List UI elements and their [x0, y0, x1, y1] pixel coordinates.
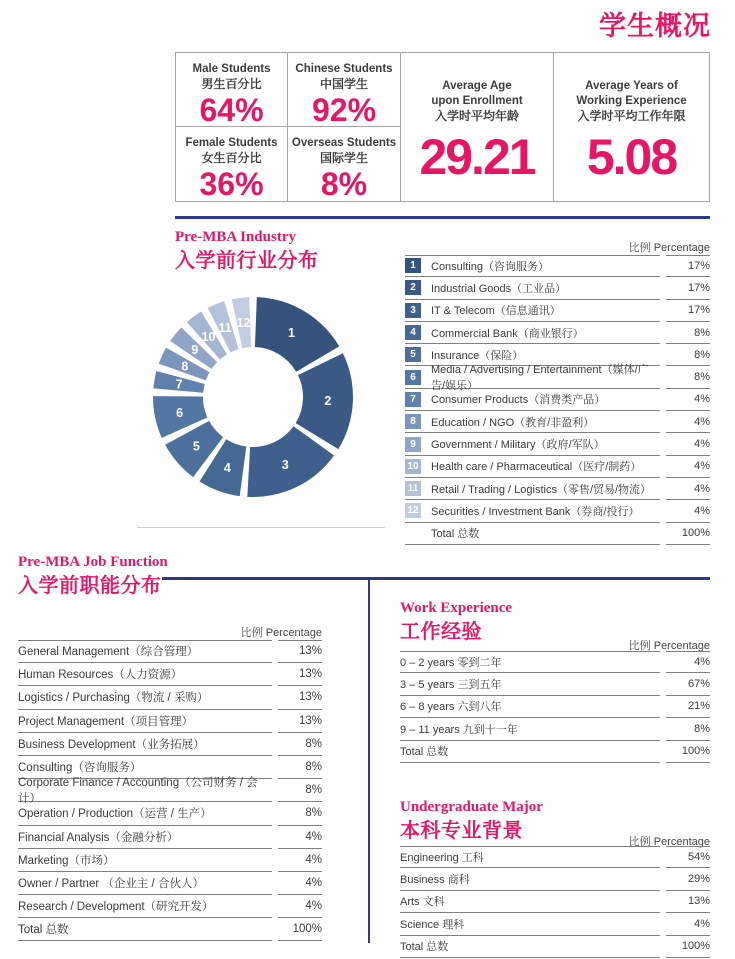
donut-segment-number: 3 [281, 458, 289, 473]
row-percentage: 4% [666, 913, 710, 935]
row-percentage: 4% [278, 895, 322, 918]
row-label: Education / NGO（教育/非盈利） [431, 416, 595, 429]
row-label: Arts 文科 [400, 896, 445, 909]
donut-segment [255, 297, 339, 372]
row-percentage: 17% [666, 300, 710, 322]
table-row [405, 389, 710, 411]
industry-section-title-zh: 入学前行业分布 [175, 250, 319, 272]
table-row [405, 255, 710, 277]
table-row [400, 696, 710, 718]
row-label: Corporate Finance / Accounting（公司财务 / 会计） [18, 777, 258, 806]
table-row [18, 802, 322, 825]
donut-segment-number: 1 [288, 326, 295, 341]
row-percentage: 4% [666, 500, 710, 522]
stat-chinese-students [288, 53, 401, 127]
row-label: Project Management（项目管理） [18, 715, 194, 728]
row-number-badge: 9 [405, 437, 421, 452]
major-section-title-en: Undergraduate Major [400, 799, 543, 815]
row-number-badge: 1 [405, 258, 421, 273]
divider-line [137, 527, 385, 528]
row-percentage: 54% [666, 846, 710, 868]
row-percentage: 4% [666, 456, 710, 478]
job-function-table [18, 640, 322, 941]
percentage-header: 比例 Percentage [628, 836, 710, 848]
stat-average-age [401, 53, 554, 201]
table-row [400, 868, 710, 890]
row-percentage: 13% [666, 891, 710, 913]
undergraduate-major-table [400, 846, 710, 958]
table-row [400, 651, 710, 673]
row-label: Business Development（业务拓展） [18, 738, 205, 751]
major-section-title-zh: 本科专业背景 [400, 820, 523, 842]
stat-label-en: Female Students [185, 137, 278, 149]
stat-label-zh: 国际学生 [319, 150, 368, 165]
row-number-badge: 10 [405, 459, 421, 474]
row-number-badge: 6 [405, 370, 421, 385]
table-row [18, 826, 322, 849]
stat-label-en: Working Experience [576, 94, 687, 107]
row-percentage: 8% [278, 733, 322, 756]
donut-segment-number: 8 [181, 359, 189, 374]
donut-segment-number: 6 [176, 405, 184, 420]
row-percentage: 4% [666, 651, 710, 673]
row-percentage: 13% [278, 640, 322, 663]
stat-label-en: Average Age [442, 80, 512, 92]
row-percentage: 100% [666, 523, 710, 545]
row-label: Consulting（咨询服务） [18, 762, 142, 775]
row-label: Logistics / Purchasing（物流 / 采购） [18, 692, 209, 705]
stat-label-zh: 男生百分比 [201, 76, 262, 91]
donut-segment-number: 12 [236, 316, 251, 331]
stat-average-working-years [554, 53, 709, 201]
stat-male-students [176, 53, 288, 127]
row-percentage: 21% [666, 696, 710, 718]
table-row [405, 364, 710, 393]
stat-value: 5.08 [586, 129, 677, 186]
table-row [405, 300, 710, 322]
percentage-header: 比例 Percentage [628, 242, 710, 254]
row-percentage: 8% [666, 718, 710, 740]
row-label: Financial Analysis（金融分析） [18, 831, 179, 844]
table-row [405, 322, 710, 344]
row-percentage: 100% [278, 918, 322, 941]
stat-label-en: Average Years of [585, 80, 678, 92]
industry-table [405, 255, 710, 545]
row-percentage: 17% [666, 255, 710, 277]
row-label: Securities / Investment Bank（券商/投行） [431, 505, 640, 518]
table-row [18, 663, 322, 686]
vertical-divider-line [368, 577, 370, 943]
work-experience-table [400, 651, 710, 763]
donut-segment-number: 11 [218, 320, 232, 335]
table-row [405, 523, 710, 545]
donut-segment-number: 7 [175, 377, 183, 392]
row-label: Industrial Goods（工业品） [431, 282, 567, 295]
row-percentage: 4% [278, 826, 322, 849]
row-percentage: 17% [666, 277, 710, 299]
row-label: Health care / Pharmaceutical（医疗/制药） [431, 461, 642, 474]
row-label: 0 – 2 years 零到二年 [400, 656, 502, 669]
donut-segment-number: 2 [324, 394, 332, 409]
row-number-badge: 5 [405, 347, 421, 362]
table-row [18, 918, 322, 941]
row-label: Total 总数 [400, 941, 449, 954]
row-label: Owner / Partner （企业主 / 合伙人） [18, 877, 204, 890]
row-percentage: 100% [666, 741, 710, 763]
row-number-badge: 4 [405, 325, 421, 340]
row-label: Engineering 工科 [400, 851, 484, 864]
row-percentage: 4% [666, 478, 710, 500]
row-percentage: 4% [666, 411, 710, 433]
table-row [18, 849, 322, 872]
row-label: Media / Advertising / Entertainment（媒体/广告/娱乐） [431, 364, 649, 393]
table-row [405, 277, 710, 299]
table-row [18, 895, 322, 918]
row-label: Total 总数 [431, 528, 480, 541]
row-percentage: 4% [278, 849, 322, 872]
row-number-badge: 2 [405, 280, 421, 295]
table-row [400, 741, 710, 763]
stat-label-en: Overseas Students [291, 137, 397, 149]
row-label: IT & Telecom（信息通讯） [431, 305, 561, 318]
row-percentage: 29% [666, 868, 710, 890]
row-label: Total 总数 [18, 924, 69, 937]
row-percentage: 8% [666, 322, 710, 344]
row-percentage: 4% [666, 433, 710, 455]
stats-grid [175, 52, 710, 202]
table-row [18, 710, 322, 733]
stat-value: 29.21 [419, 129, 535, 186]
row-percentage: 13% [278, 686, 322, 709]
stat-value: 64% [199, 91, 264, 128]
stat-label-en: Male Students [192, 63, 271, 75]
row-label: Government / Military（政府/军队） [431, 439, 605, 452]
row-label: Research / Development（研究开发） [18, 901, 214, 914]
row-number-badge: 11 [405, 481, 421, 496]
donut-segment-number: 10 [201, 330, 216, 345]
table-row [18, 777, 322, 806]
work-section-title-en: Work Experience [400, 600, 513, 616]
stat-value: 92% [311, 91, 377, 128]
row-label: Marketing（市场） [18, 854, 115, 867]
table-row [400, 846, 710, 868]
stat-label-zh: 中国学生 [319, 76, 368, 91]
row-percentage: 4% [666, 389, 710, 411]
donut-segment-number: 5 [192, 439, 200, 454]
stat-label-en: upon Enrollment [431, 94, 523, 107]
row-label: 6 – 8 years 六到八年 [400, 701, 502, 714]
row-label: General Management（综合管理） [18, 646, 199, 659]
row-percentage: 100% [666, 936, 710, 958]
row-label: Commercial Bank（商业银行） [431, 327, 584, 340]
row-label: 3 – 5 years 三到五年 [400, 679, 502, 692]
jobfn-section-title-en: Pre-MBA Job Function [18, 554, 168, 570]
donut-segment-number: 9 [191, 343, 199, 358]
table-row [18, 686, 322, 709]
table-row [18, 872, 322, 895]
row-percentage: 8% [278, 779, 322, 802]
stat-value: 36% [199, 165, 264, 202]
divider-line [175, 216, 710, 219]
table-row [405, 411, 710, 433]
row-label: Insurance（保险） [431, 349, 524, 362]
row-number-badge: 3 [405, 303, 421, 318]
table-row [18, 733, 322, 756]
table-row [405, 456, 710, 478]
table-row [18, 640, 322, 663]
row-number-badge: 7 [405, 392, 421, 407]
row-percentage: 67% [666, 673, 710, 695]
percentage-header: 比例 Percentage [628, 640, 710, 652]
row-label: Consulting（咨询服务） [431, 260, 549, 273]
row-percentage: 8% [278, 756, 322, 779]
row-percentage: 13% [278, 710, 322, 733]
table-row [400, 913, 710, 935]
row-percentage: 8% [666, 366, 710, 388]
row-label: Retail / Trading / Logistics（零售/贸易/物流） [431, 483, 652, 496]
divider-line [162, 577, 710, 580]
stat-label-zh: 女生百分比 [201, 150, 262, 165]
stat-female-students [176, 127, 288, 201]
row-number-badge: 8 [405, 414, 421, 429]
stat-label-zh: 入学时平均工作年限 [577, 108, 686, 123]
donut-segment-number: 4 [223, 461, 231, 475]
row-percentage: 8% [666, 344, 710, 366]
row-percentage: 8% [278, 802, 322, 825]
row-number-badge: 12 [405, 503, 421, 518]
stat-overseas-students [288, 127, 401, 201]
table-row [400, 718, 710, 740]
industry-section-title-en: Pre-MBA Industry [175, 229, 296, 245]
row-label: Science 理科 [400, 918, 465, 931]
jobfn-section-title-zh: 入学前职能分布 [18, 575, 162, 597]
table-row [405, 433, 710, 455]
stat-label-en: Chinese Students [295, 63, 393, 75]
table-row [400, 673, 710, 695]
row-label: Operation / Production（运营 / 生产） [18, 808, 212, 821]
row-percentage: 13% [278, 663, 322, 686]
work-section-title-zh: 工作经验 [400, 621, 482, 643]
row-label: Consumer Products（消费类产品） [431, 394, 606, 407]
industry-donut-chart [150, 294, 356, 500]
row-label: Business 商科 [400, 874, 470, 887]
row-label: Total 总数 [400, 746, 449, 759]
percentage-header: 比例 Percentage [240, 627, 322, 639]
row-label: 9 – 11 years 九到十一年 [400, 723, 518, 736]
row-percentage: 4% [278, 872, 322, 895]
table-row [400, 936, 710, 958]
stat-label-zh: 入学时平均年龄 [434, 108, 519, 123]
table-row [400, 891, 710, 913]
table-row [405, 500, 710, 522]
row-label: Human Resources（人力资源） [18, 669, 183, 682]
table-row [405, 478, 710, 500]
page-title: 学生概况 [599, 11, 711, 41]
stat-value: 8% [320, 165, 368, 202]
